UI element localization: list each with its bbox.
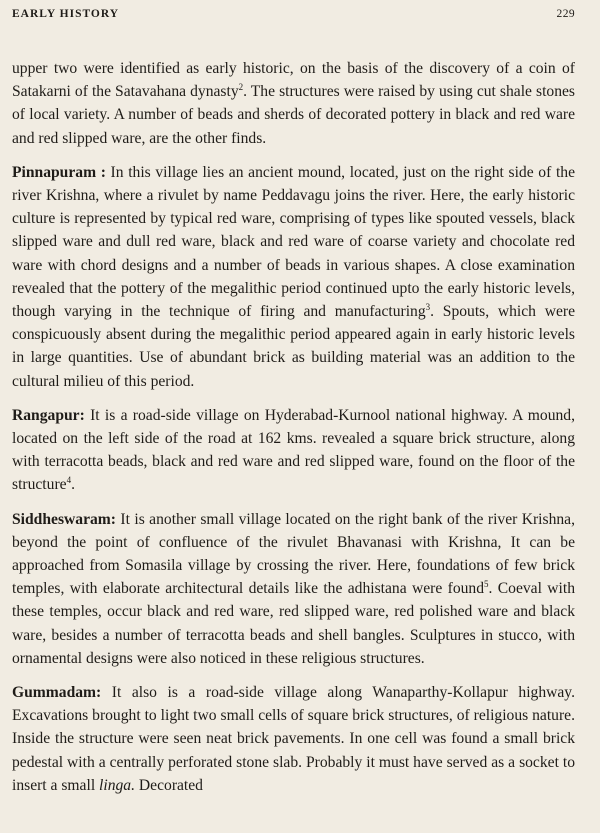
paragraph-pinnapuram: Pinnapuram : In this village lies an ancient mound, located, just on the right side of the river Krishna, where a rivulet by name Peddavagu joins the river. Here, the early historic culture is represented by typical red ware, comprising of types like spouted vessels, black slipped ware and dull red ware, black and red ware of coarse variety and chocolate red ware with chord designs and a number of beads in various shapes. A close examination revealed that the pottery of the megalithic period continued upto the early historic levels, though varying in the technique of firing and manufacturing$^3$. Spouts, which were conspicuously absent during the megalithic period appeared again in early historic levels in large quantities. Use of abundant brick as building material was an addition to the cultural milieu of this period. [12, 163, 575, 390]
site-heading: Pinnapuram : [12, 163, 106, 181]
page-number: 229 [556, 8, 575, 20]
paragraph-siddheswaram: Siddheswaram: It is another small village located on the right bank of the river Krishna, beyond the point of confluence of the rivulet Bhavanasi with Krishna, It can be approached from Somasila village by crossing the river. Here, foundations of few brick temples, with elaborate architectural details like the adhistana were found$^5$. Coeval with these temples, occur black and red ware, red slipped ware, red polished ware and black ware, besides a number of terracotta beads and shell bangles. Sculptures in stucco, with ornamental designs were also noticed in these religious structures. [12, 510, 576, 667]
paragraph-gummadam: Gummadam: It also is a road-side village along Wanaparthy-Kollapur highway. Excavations brought to light two small cells of square brick structures, of religious nature. Inside the structure were seen neat brick pavements. In one cell was found a small brick pedestal with a centrally perforated stone slab. Probably it must have served as a socket to insert a small linga. Decorated [12, 684, 575, 794]
page-header [12, 8, 575, 20]
site-heading: Gummadam: [12, 684, 102, 702]
paragraph-continuation: upper two were identified as early historic, on the basis of the discovery of a coin of Satakarni of the Satavahana dynasty$^2$. The structures were raised by using cut shale stones of local variety. A number of beads and sherds of decorated pottery in black and red ware and red slipped ware, are the other finds. [12, 60, 575, 147]
footnote-ref: 4 [66, 475, 72, 486]
running-head: EARLY HISTORY [12, 8, 120, 20]
italic-term: linga. [99, 776, 136, 794]
site-heading: Siddheswaram: [12, 510, 116, 528]
paragraph-rangapur: Rangapur: It is a road-side village on Hyderabad-Kurnool national highway. A mound, located on the left side of the road at 162 kms. revealed a square brick structure, along with terracotta beads, black and red ware and red slipped ware, found on the floor of the structure$^4$. [12, 406, 575, 494]
footnote-ref: 2 [238, 82, 244, 93]
site-heading: Rangapur: [12, 406, 85, 424]
footnote-ref: 5 [484, 579, 489, 590]
footnote-ref: 3 [425, 301, 431, 312]
